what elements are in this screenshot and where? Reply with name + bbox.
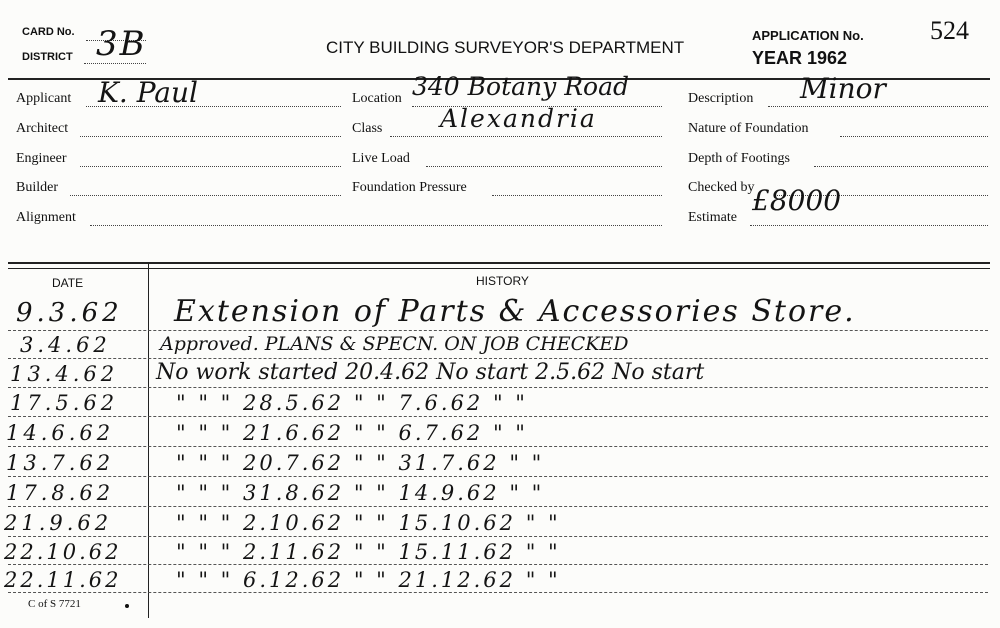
history-header: HISTORY bbox=[476, 274, 529, 288]
form-code: C of S 7721 bbox=[28, 598, 81, 610]
table-header-rule bbox=[8, 268, 990, 269]
foundation-pressure-line bbox=[492, 195, 662, 196]
applicant-label: Applicant bbox=[16, 91, 72, 106]
history-entry: Approved. PLANS & SPECN. ON JOB CHECKED bbox=[160, 333, 629, 355]
location-label: Location bbox=[352, 91, 402, 106]
live-load-line bbox=[426, 166, 662, 167]
class-line bbox=[390, 136, 662, 137]
nature-of-foundation-label: Nature of Foundation bbox=[688, 121, 809, 136]
row-divider bbox=[8, 387, 988, 388]
row-divider bbox=[8, 506, 988, 507]
history-entry: " " " 6.12.62 " " 21.12.62 " " bbox=[176, 568, 561, 592]
application-label: APPLICATION No. bbox=[752, 28, 864, 43]
card-no-value: 3B bbox=[96, 24, 147, 64]
history-date: 13.7.62 bbox=[6, 451, 115, 475]
alignment-label: Alignment bbox=[16, 210, 76, 225]
description-label: Description bbox=[688, 91, 754, 106]
architect-label: Architect bbox=[16, 121, 69, 136]
row-divider bbox=[8, 592, 988, 593]
district-label: DISTRICT bbox=[22, 51, 73, 63]
class-label: Class bbox=[352, 121, 383, 136]
engineer-label: Engineer bbox=[16, 151, 67, 166]
row-divider bbox=[8, 564, 988, 565]
history-date: 3.4.62 bbox=[20, 333, 111, 357]
card-no-label: CARD No. bbox=[22, 26, 75, 38]
history-date: 21.9.62 bbox=[4, 511, 113, 535]
history-date: 17.5.62 bbox=[10, 391, 119, 415]
estimate-value: £8000 bbox=[752, 184, 842, 217]
location-value: 340 Botany Road bbox=[412, 72, 629, 101]
history-entry: No work started 20.4.62 No start 2.5.62 No start bbox=[156, 360, 705, 385]
history-entry: " " " 2.11.62 " " 15.11.62 " " bbox=[176, 540, 561, 564]
table-top-rule bbox=[8, 262, 990, 264]
estimate-label: Estimate bbox=[688, 210, 737, 225]
history-date: 14.6.62 bbox=[6, 421, 115, 445]
row-divider bbox=[8, 446, 988, 447]
history-entry: " " " 20.7.62 " " 31.7.62 " " bbox=[176, 451, 545, 475]
depth-of-footings-label: Depth of Footings bbox=[688, 151, 790, 166]
row-divider bbox=[8, 536, 988, 537]
date-header: DATE bbox=[52, 276, 84, 290]
history-entry: " " " 2.10.62 " " 15.10.62 " " bbox=[176, 511, 561, 535]
nature-of-foundation-line bbox=[840, 136, 988, 137]
alignment-line bbox=[90, 225, 662, 226]
history-entry: Extension of Parts & Accessories Store. bbox=[174, 294, 856, 329]
builder-label: Builder bbox=[16, 180, 58, 195]
department-title: CITY BUILDING SURVEYOR'S DEPARTMENT bbox=[326, 38, 685, 57]
row-divider bbox=[8, 416, 988, 417]
row-divider bbox=[8, 358, 988, 359]
description-value: Minor bbox=[800, 72, 886, 105]
history-entry: " " " 28.5.62 " " 7.6.62 " " bbox=[176, 391, 528, 415]
row-divider bbox=[8, 330, 988, 331]
engineer-line bbox=[80, 166, 341, 167]
builder-line bbox=[70, 195, 341, 196]
history-date: 13.4.62 bbox=[10, 362, 119, 386]
estimate-line bbox=[750, 225, 988, 226]
depth-of-footings-line bbox=[814, 166, 988, 167]
application-number: 524 bbox=[930, 16, 969, 45]
history-entry: " " " 21.6.62 " " 6.7.62 " " bbox=[176, 421, 528, 445]
class-value: Alexandria bbox=[440, 104, 597, 133]
checked-by-label: Checked by bbox=[688, 180, 755, 195]
history-date: 22.10.62 bbox=[4, 540, 122, 564]
applicant-value: K. Paul bbox=[98, 76, 198, 109]
row-divider bbox=[8, 476, 988, 477]
architect-line bbox=[80, 136, 341, 137]
description-line bbox=[768, 106, 988, 107]
history-entry: " " " 31.8.62 " " 14.9.62 " " bbox=[176, 481, 545, 505]
foundation-pressure-label: Foundation Pressure bbox=[352, 180, 467, 195]
history-date: 17.8.62 bbox=[6, 481, 115, 505]
live-load-label: Live Load bbox=[352, 151, 410, 166]
year-label: YEAR 1962 bbox=[752, 48, 848, 68]
history-date: 9.3.62 bbox=[16, 298, 123, 328]
ink-dot bbox=[125, 604, 129, 608]
history-date: 22.11.62 bbox=[4, 568, 122, 592]
